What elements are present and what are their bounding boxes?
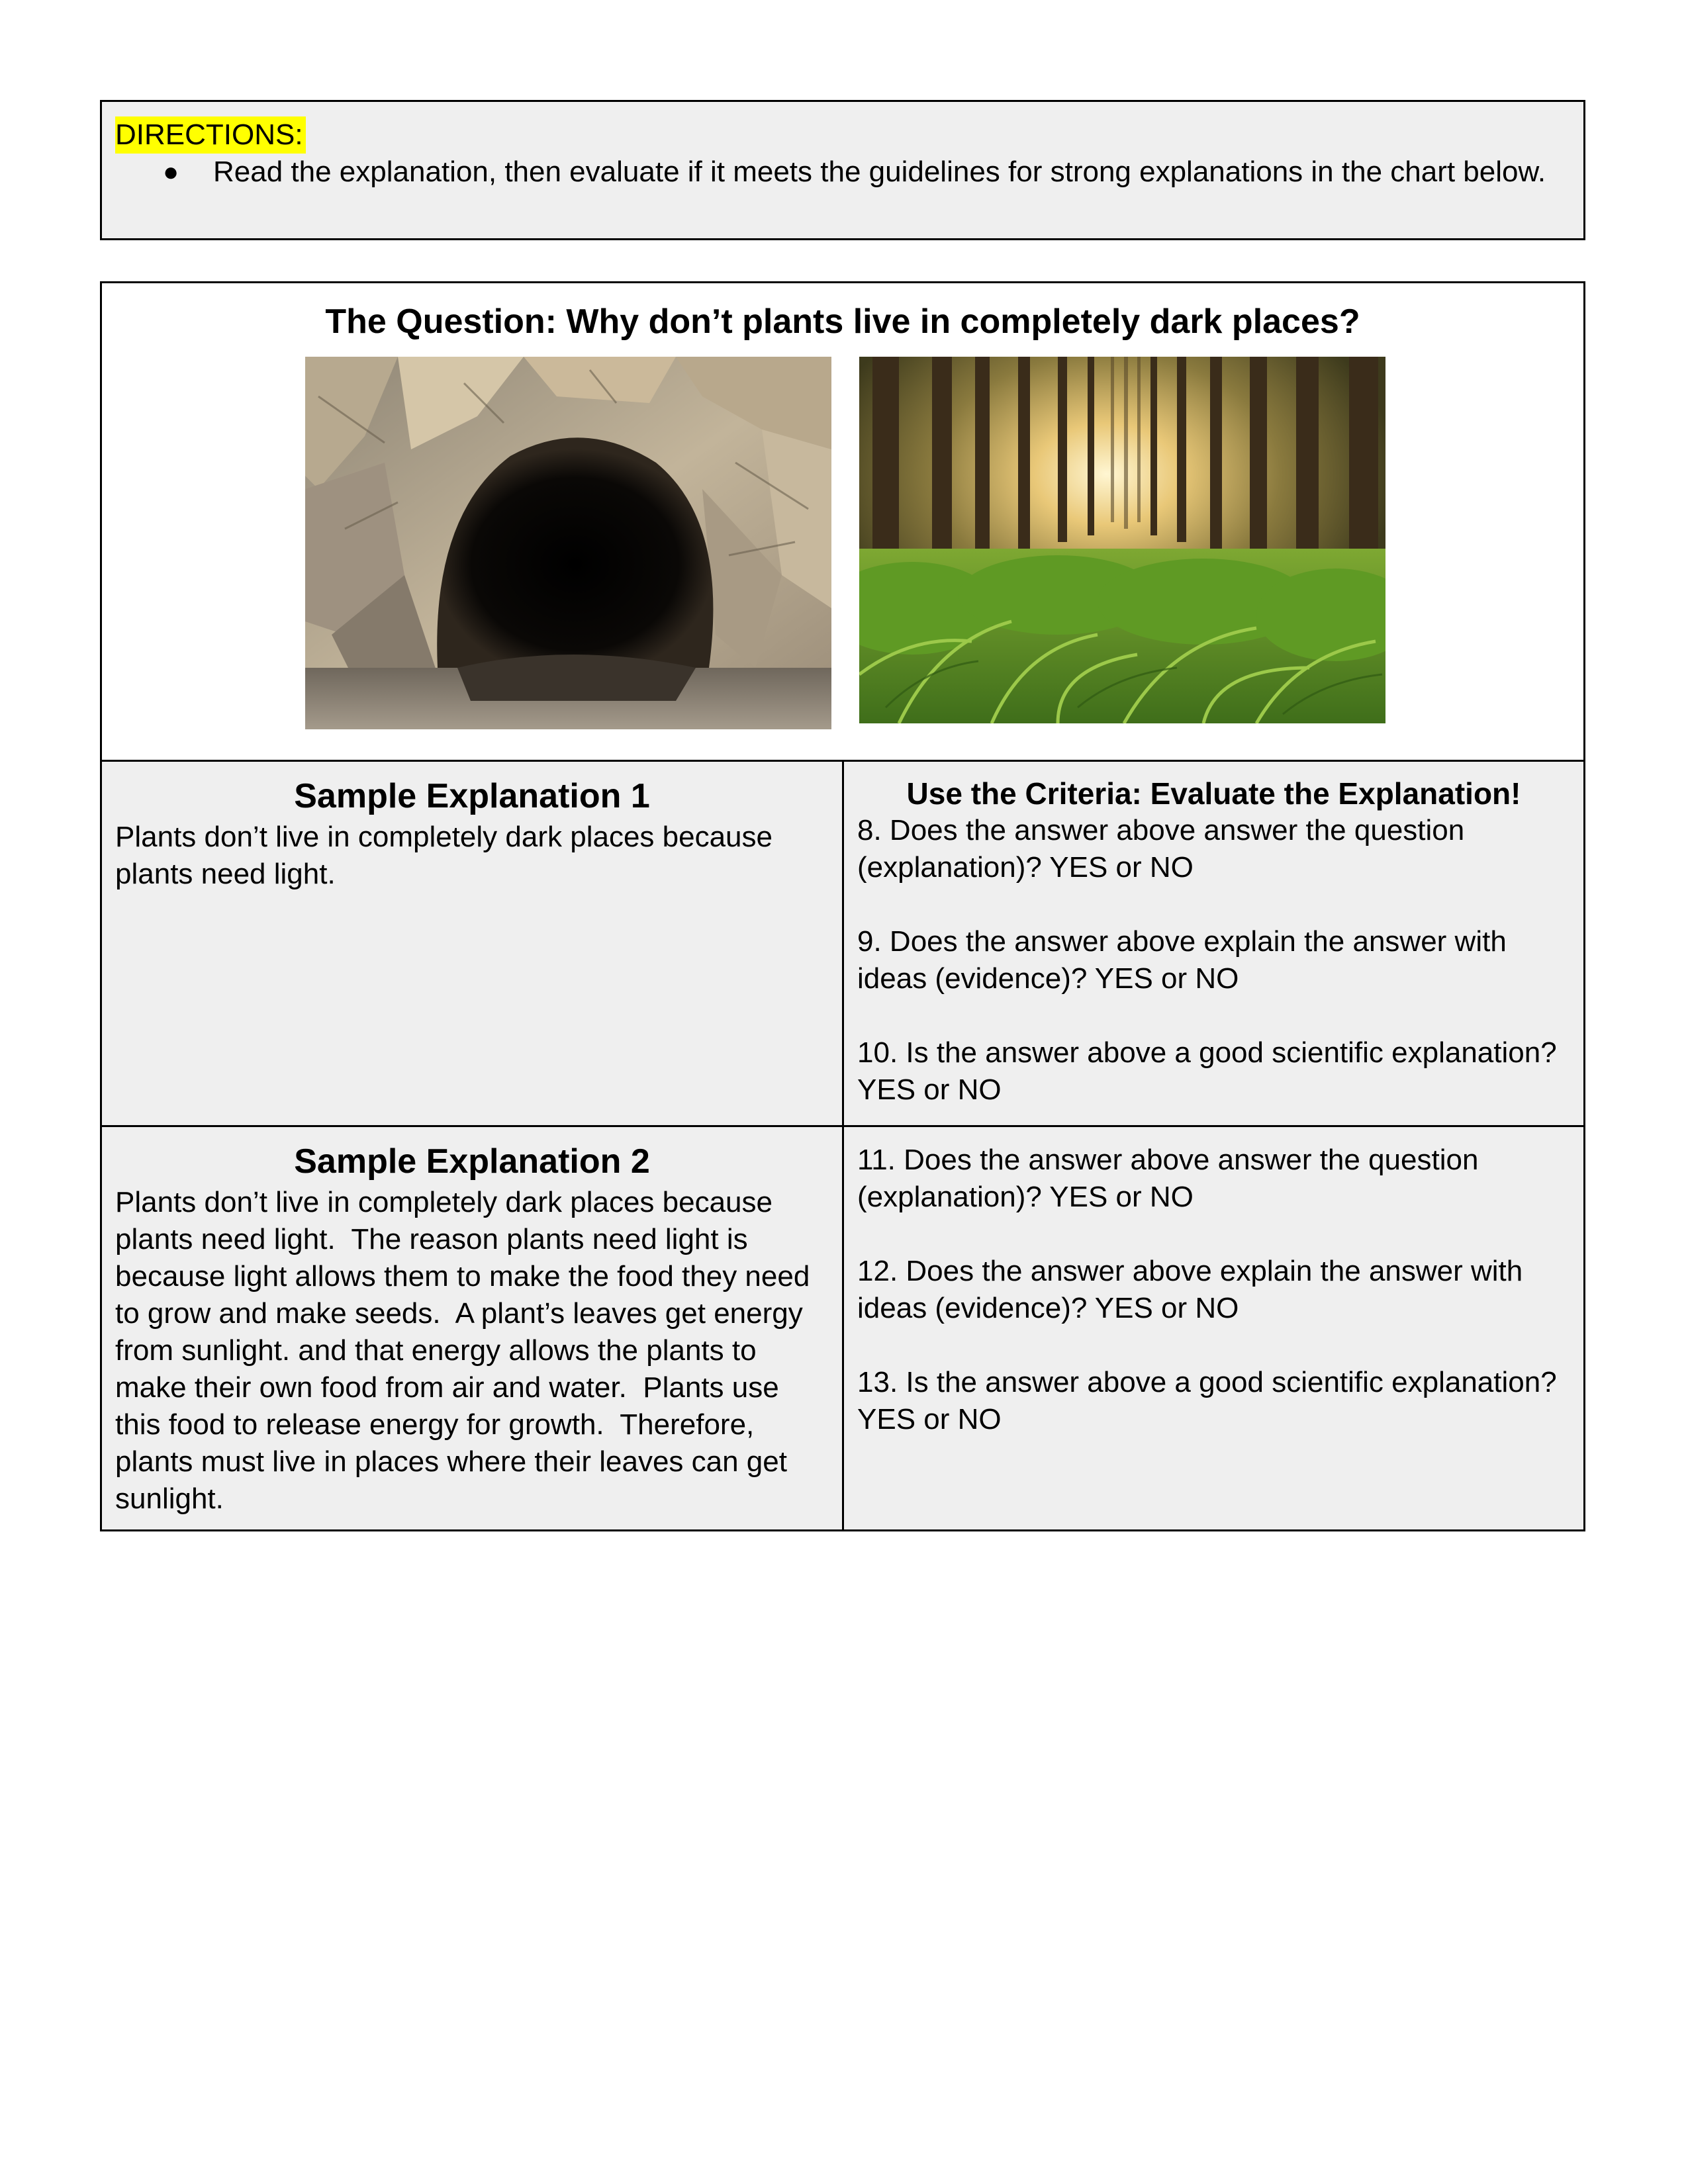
criteria-heading: Use the Criteria: Evaluate the Explanation! (906, 776, 1521, 811)
sample-explanation-1-cell (102, 762, 842, 1125)
criteria-1-cell (844, 762, 1583, 1125)
sample-explanation-1-heading: Sample Explanation 1 (294, 777, 650, 815)
question-title: The Question: Why don’t plants live in completely dark places? (325, 302, 1360, 341)
cave-image (305, 357, 831, 729)
question-8: 8. Does the answer above answer the question (explanation)? YES or NO (857, 814, 1465, 884)
question-9: 9. Does the answer above explain the answer with ideas (evidence)? YES or NO (857, 925, 1507, 995)
question-10: 10. Is the answer above a good scientific explanation? YES or NO (857, 1036, 1557, 1106)
sample-explanation-1-text: Plants don’t live in completely dark places because plants need light. (115, 821, 781, 890)
question-11: 11. Does the answer above answer the question (explanation)? YES or NO (857, 1144, 1479, 1213)
bullet-point: ● (163, 158, 179, 187)
directions-text: Read the explanation, then evaluate if it meets the guidelines for strong explanations in the chart below. (213, 156, 1546, 188)
forest-image (859, 357, 1385, 723)
sample-explanation-2-heading: Sample Explanation 2 (294, 1142, 650, 1181)
evaluation-table (100, 281, 1585, 1531)
directions-label: DIRECTIONS: (115, 116, 306, 154)
question-row (102, 283, 1583, 760)
question-12: 12. Does the answer above explain the answer with ideas (evidence)? YES or NO (857, 1255, 1523, 1324)
criteria-2-cell (844, 1127, 1583, 1529)
directions-box (100, 100, 1585, 240)
question-13: 13. Is the answer above a good scientific explanation? YES or NO (857, 1366, 1557, 1435)
sample-explanation-2-text: Plants don’t live in completely dark places because plants need light. The reason plants need light is because light allows them to make the food they need to grow and make seeds. A plant’s leaves get energy from sunlight. and that energy allows the plants to make their own food from air and water. Plants use this food to release energy for growth. Therefore, plants must live in places where their leaves can get sunlight. (115, 1186, 818, 1515)
sample-explanation-2-cell (102, 1127, 842, 1529)
